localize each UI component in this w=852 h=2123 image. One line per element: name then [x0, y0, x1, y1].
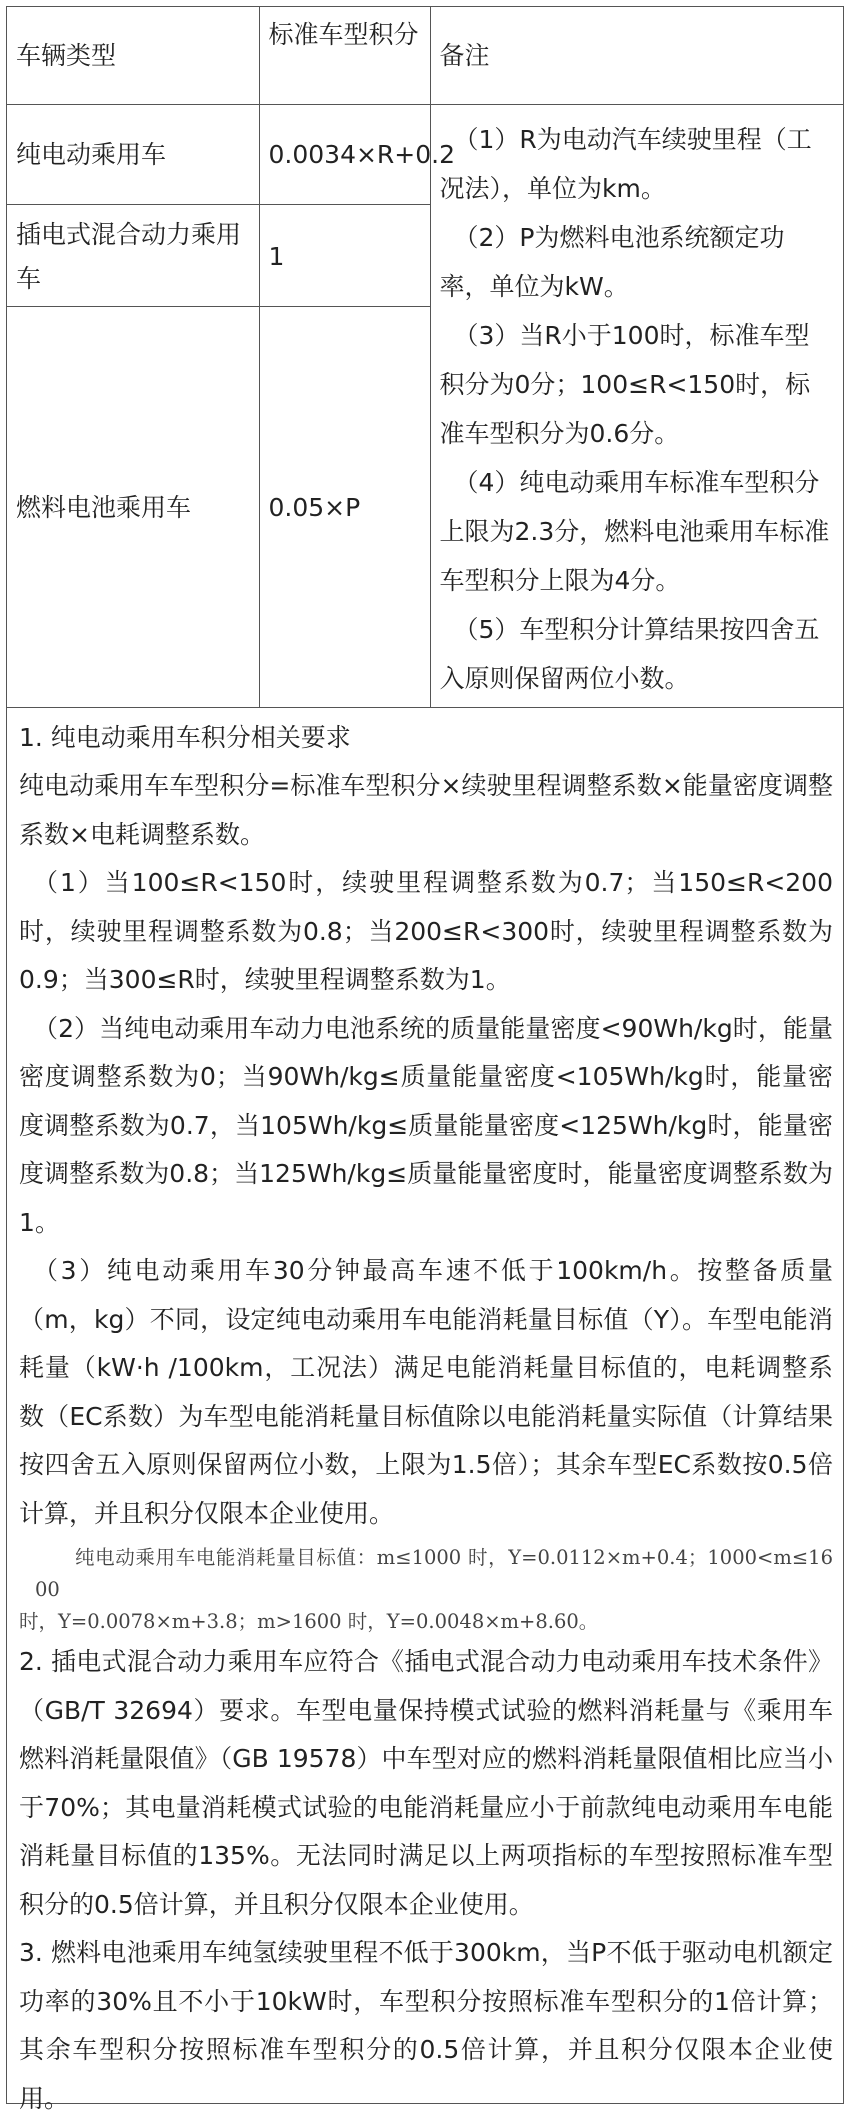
header-standard-score: 标准车型积分	[259, 7, 430, 104]
section-1-item-2: （2）当纯电动乘用车动力电池系统的质量能量密度<90Wh/kg时，能量密度调整系数为0；当90Wh/kg≤质量能量密度<105Wh/kg时，能量密度调整系数为0.7，当105Wh/kg≤质量能量密度<125Wh/kg时，能量密度调整系数为0.8；当125Wh/kg≤质量能量密度时，能量密度调整系数为1。	[19, 1005, 833, 1248]
row-phev-score: 1	[259, 204, 430, 306]
row-bev-type: 纯电动乘用车	[7, 104, 259, 204]
section-1-item-1: （1）当100≤R<150时，续驶里程调整系数为0.7；当150≤R<200时，续驶里程调整系数为0.8；当200≤R<300时，续驶里程调整系数为0.9；当300≤R时，续驶里程调整系数为1。	[19, 859, 833, 1005]
target-formula-line-2: 时，Y=0.0078×m+3.8；m>1600 时，Y=0.0048×m+8.60。	[19, 1606, 833, 1638]
standard-score-table	[7, 7, 843, 708]
header-vehicle-type: 车辆类型	[7, 7, 259, 104]
requirements-text	[7, 708, 843, 2123]
remark-5: （5）车型积分计算结果按四舍五入原则保留两位小数。	[440, 605, 835, 703]
section-2: 2. 插电式混合动力乘用车应符合《插电式混合动力电动乘用车技术条件》（GB/T 32694）要求。车型电量保持模式试验的燃料消耗量与《乘用车燃料消耗量限值》（GB 19578）中车型对应的燃料消耗量限值相比应当小于70%；其电量消耗模式试验的电能消耗量应小于前款纯电动乘用车电能消耗量目标值的135%。无法同时满足以上两项指标的车型按照标准车型积分的0.5倍计算，并且积分仅限本企业使用。	[19, 1638, 833, 1929]
remark-1: （1）R为电动汽车续驶里程（工况法），单位为km。	[440, 115, 835, 213]
row-phev-type: 插电式混合动力乘用车	[7, 204, 259, 306]
target-formula-line-1: 纯电动乘用车电能消耗量目标值：m≤1000 时，Y=0.0112×m+0.4；1000<m≤1600	[35, 1546, 833, 1601]
remarks-cell	[430, 104, 843, 707]
remark-3: （3）当R小于100时，标准车型积分为0分；100≤R<150时，标准车型积分为0.6分。	[440, 311, 835, 458]
row-fcev-score: 0.05×P	[259, 307, 430, 707]
table-row	[7, 104, 843, 204]
table-header-row	[7, 7, 843, 104]
remark-4: （4）纯电动乘用车标准车型积分上限为2.3分，燃料电池乘用车标准车型积分上限为4分。	[440, 458, 835, 605]
points-document	[6, 6, 844, 2104]
remark-2: （2）P为燃料电池系统额定功率，单位为kW。	[440, 213, 835, 311]
consumption-target-formula	[19, 1538, 833, 1638]
header-remarks: 备注	[430, 7, 843, 104]
section-1-item-3: （3）纯电动乘用车30分钟最高车速不低于100km/h。按整备质量（m，kg）不同，设定纯电动乘用车电能消耗量目标值（Y）。车型电能消耗量（kW·h /100km，工况法）满足电能消耗量目标值的，电耗调整系数（EC系数）为车型电能消耗量目标值除以电能消耗量实际值（计算结果按四舍五入原则保留两位小数，上限为1.5倍）；其余车型EC系数按0.5倍计算，并且积分仅限本企业使用。	[19, 1247, 833, 1538]
section-1-title: 1. 纯电动乘用车积分相关要求	[19, 714, 833, 763]
section-1-formula: 纯电动乘用车车型积分=标准车型积分×续驶里程调整系数×能量密度调整系数×电耗调整系数。	[19, 762, 833, 859]
row-fcev-type: 燃料电池乘用车	[7, 307, 259, 707]
section-3: 3. 燃料电池乘用车纯氢续驶里程不低于300km，当P不低于驱动电机额定功率的30%且不小于10kW时，车型积分按照标准车型积分的1倍计算；其余车型积分按照标准车型积分的0.5倍计算，并且积分仅限本企业使用。	[19, 1929, 833, 2123]
row-bev-score: 0.0034×R+0.2	[259, 104, 430, 204]
